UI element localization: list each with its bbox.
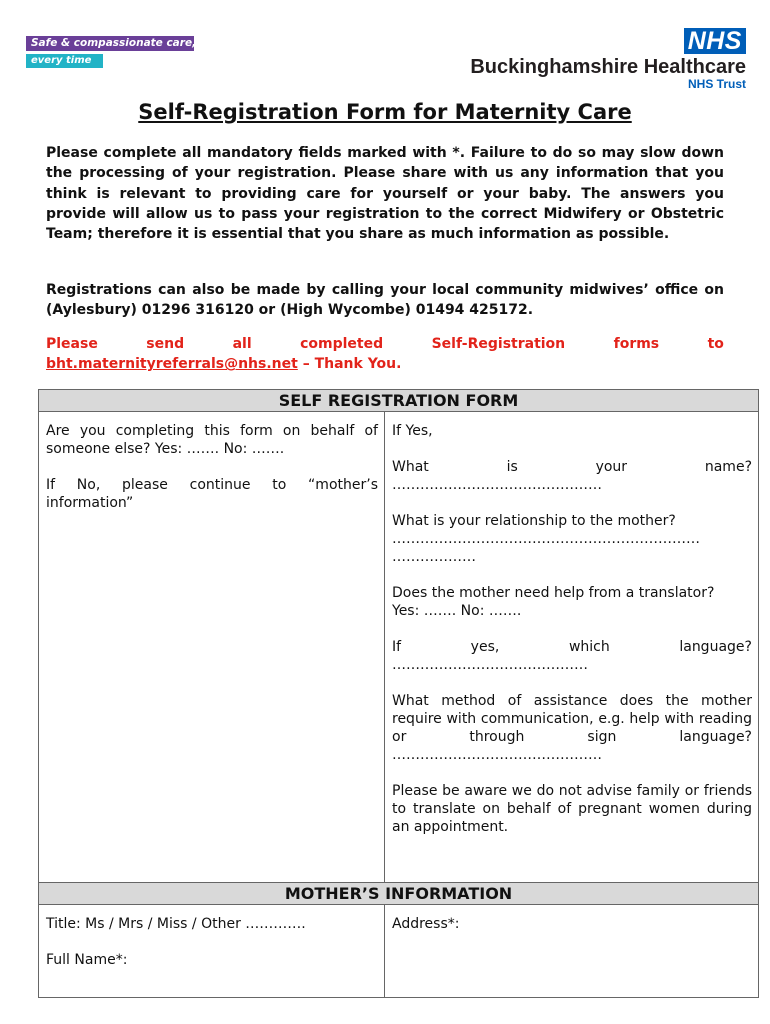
intro-paragraph: Please complete all mandatory fields marked with *. Failure to do so may slow down the processing of your registration. Please share with us any information that you think is relevant to providing care for yourself or your baby. The answers you provide will allow us to pass your registration to the correct Midwifery or Obstetric Team; therefore it is essential that you share as much information as possible. [46, 145, 724, 243]
other-person-cell[interactable] [385, 412, 759, 883]
translation-advice: Please be aware we do not advise family or friends to translate on behalf of pregnant women during an appointment. [392, 783, 752, 835]
relationship-question: What is your relationship to the mother? [392, 513, 676, 529]
email-link[interactable]: bht.maternityreferrals@nhs.net [46, 356, 298, 373]
translator-question: Does the mother need help from a translator? [392, 585, 715, 601]
translator-yes-no[interactable]: Yes: ……. No: ……. [392, 603, 522, 619]
name-question: What is your name? [392, 459, 752, 475]
nhs-logo-icon: NHS [684, 28, 746, 54]
behalf-question: Are you completing this form on behalf of someone else? Yes: ……. No: ……. [46, 423, 378, 457]
continue-instruction: If No, please continue to “mother’s information” [46, 477, 378, 511]
language-question: If yes, which language? [392, 639, 752, 655]
tagline-line1: Safe & compassionate care, [26, 36, 194, 51]
tagline-line2: every time [26, 54, 103, 68]
org-sub: NHS Trust [687, 77, 746, 91]
title-field[interactable]: Title: Ms / Mrs / Miss / Other …………. [46, 916, 306, 932]
email-instruction-line: Please send all completed Self-Registration forms to [46, 336, 724, 352]
org-name: Buckinghamshire Healthcare [470, 56, 746, 78]
address-field[interactable]: Address*: [392, 916, 460, 932]
self-registration-heading: SELF REGISTRATION FORM [39, 390, 759, 412]
page-title: Self-Registration Form for Maternity Care [138, 100, 632, 124]
relationship-answer-line-2[interactable]: ……………… [392, 549, 476, 565]
if-yes-label: If Yes, [392, 423, 433, 439]
registration-form [38, 389, 759, 998]
trust-tagline [26, 36, 197, 68]
nhs-trust-logo [470, 28, 746, 91]
behalf-question-cell[interactable] [39, 412, 385, 883]
name-answer-line[interactable]: ……………………………………… [392, 477, 602, 493]
assistance-question[interactable]: What method of assistance does the mother require with communication, e.g. help with reading or through sign language? ……………………………………… [392, 693, 752, 763]
relationship-answer-line[interactable]: ………………………………………………………… [392, 531, 700, 547]
thanks-text: – Thank You. [297, 356, 402, 373]
email-paragraph [46, 334, 724, 375]
language-answer-line[interactable]: …………………………………… [392, 657, 588, 673]
mother-name-cell[interactable] [39, 905, 385, 998]
mother-address-cell[interactable] [385, 905, 759, 998]
full-name-field[interactable]: Full Name*: [46, 952, 128, 968]
phone-paragraph: Registrations can also be made by calling your local community midwives’ office on (Aylesbury) 01296 316120 or (High Wycombe) 01494 425172. [46, 282, 724, 319]
mothers-information-heading: MOTHER’S INFORMATION [39, 883, 759, 905]
